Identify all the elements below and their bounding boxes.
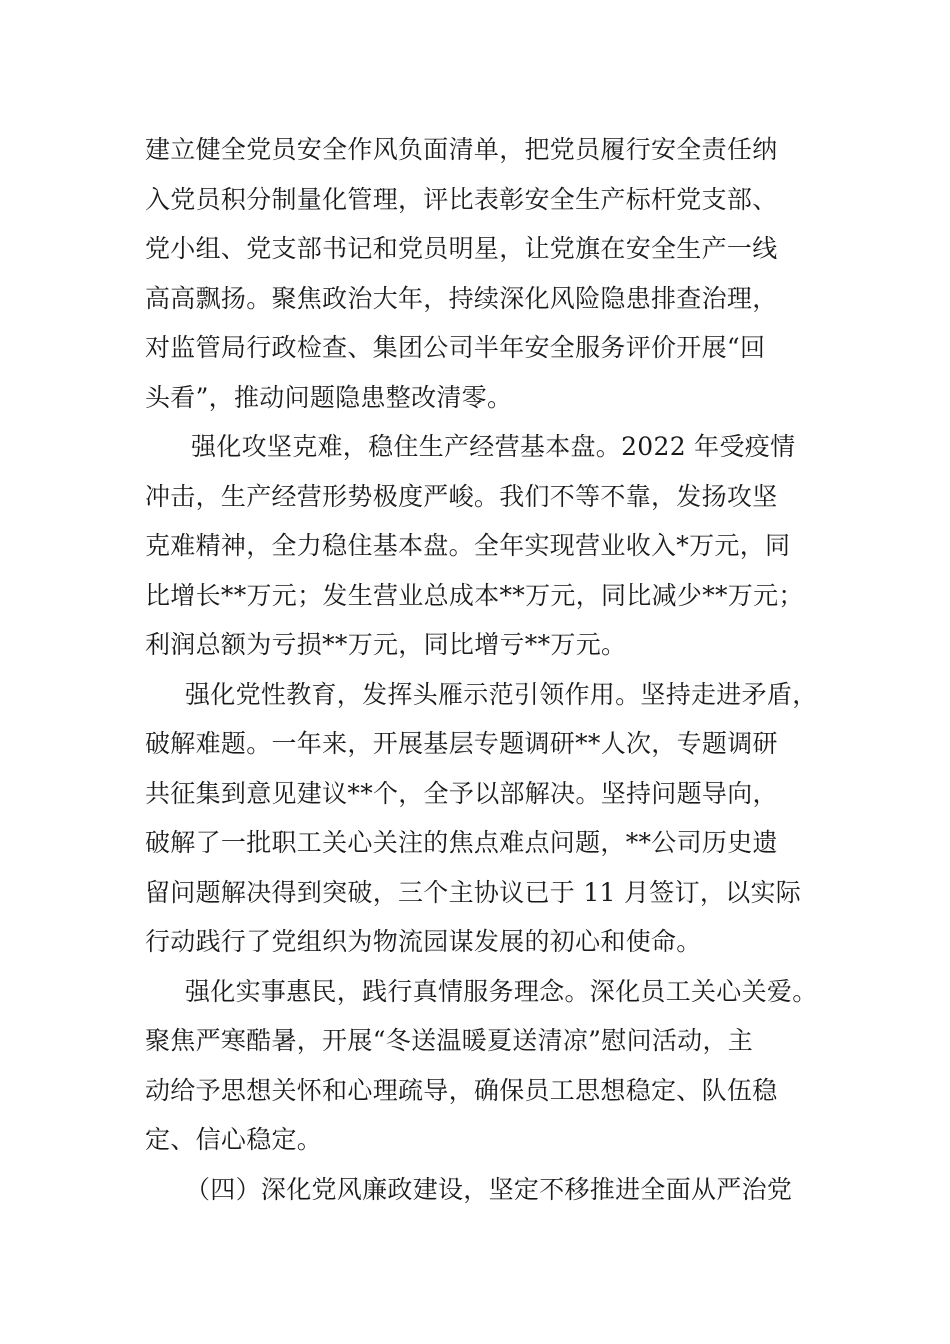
text-line: 留问题解决得到突破，三个主协议已于 11 月签订，以实际 [145,877,802,907]
text-line: 党小组、党支部书记和党员明星，让党旗在安全生产一线 [145,234,778,263]
text-line: 入党员积分制量化管理，评比表彰安全生产标杆党支部、 [145,184,778,214]
text-line: 聚焦严寒酷暑，开展“冬送温暖夏送清凉”慰问活动，主 [145,1026,754,1055]
text-line: 头看”，推动问题隐患整改清零。 [145,382,513,412]
text-line: 破解了一批职工关心关注的焦点难点问题，**公司历史遗 [145,828,778,857]
text-line: 比增长**万元；发生营业总成本**万元，同比减少**万元； [145,580,804,610]
document-body [145,125,845,1214]
paragraph-first-line: 强化党性教育，发挥头雁示范引领作用。坚持走进矛盾， [185,679,818,709]
paragraph-first-line: 强化实事惠民，践行真情服务理念。深化员工关心关爱。 [185,976,818,1006]
text-line: 建立健全党员安全作风负面清单，把党员履行安全责任纳 [145,135,778,164]
text-line: 行动践行了党组织为物流园谋发展的初心和使命。 [145,927,702,956]
text-line: 冲击，生产经营形势极度严峻。我们不等不靠，发扬攻坚 [145,481,778,511]
text-line: 高高飘扬。聚焦政治大年，持续深化风险隐患排查治理， [145,283,778,313]
text-line: 克难精神，全力稳住基本盘。全年实现营业收入*万元，同 [145,531,791,560]
section-heading-line: （四）深化党风廉政建设，坚定不移推进全面从严治党 [185,1174,793,1204]
text-line: 利润总额为亏损**万元，同比增亏**万元。 [145,630,627,659]
text-line: 动给予思想关怀和心理疏导，确保员工思想稳定、队伍稳 [145,1075,778,1105]
paragraph-first-line: 强化攻坚克难，稳住生产经营基本盘。2022 年受疫情 [191,432,796,461]
text-line: 对监管局行政检查、集团公司半年安全服务评价开展“回 [145,333,766,362]
text-line: 破解难题。一年来，开展基层专题调研**人次，专题调研 [145,729,778,758]
text-line: 共征集到意见建议**个，全予以部解决。坚持问题导向， [145,778,778,808]
text-line: 定、信心稳定。 [145,1125,323,1154]
